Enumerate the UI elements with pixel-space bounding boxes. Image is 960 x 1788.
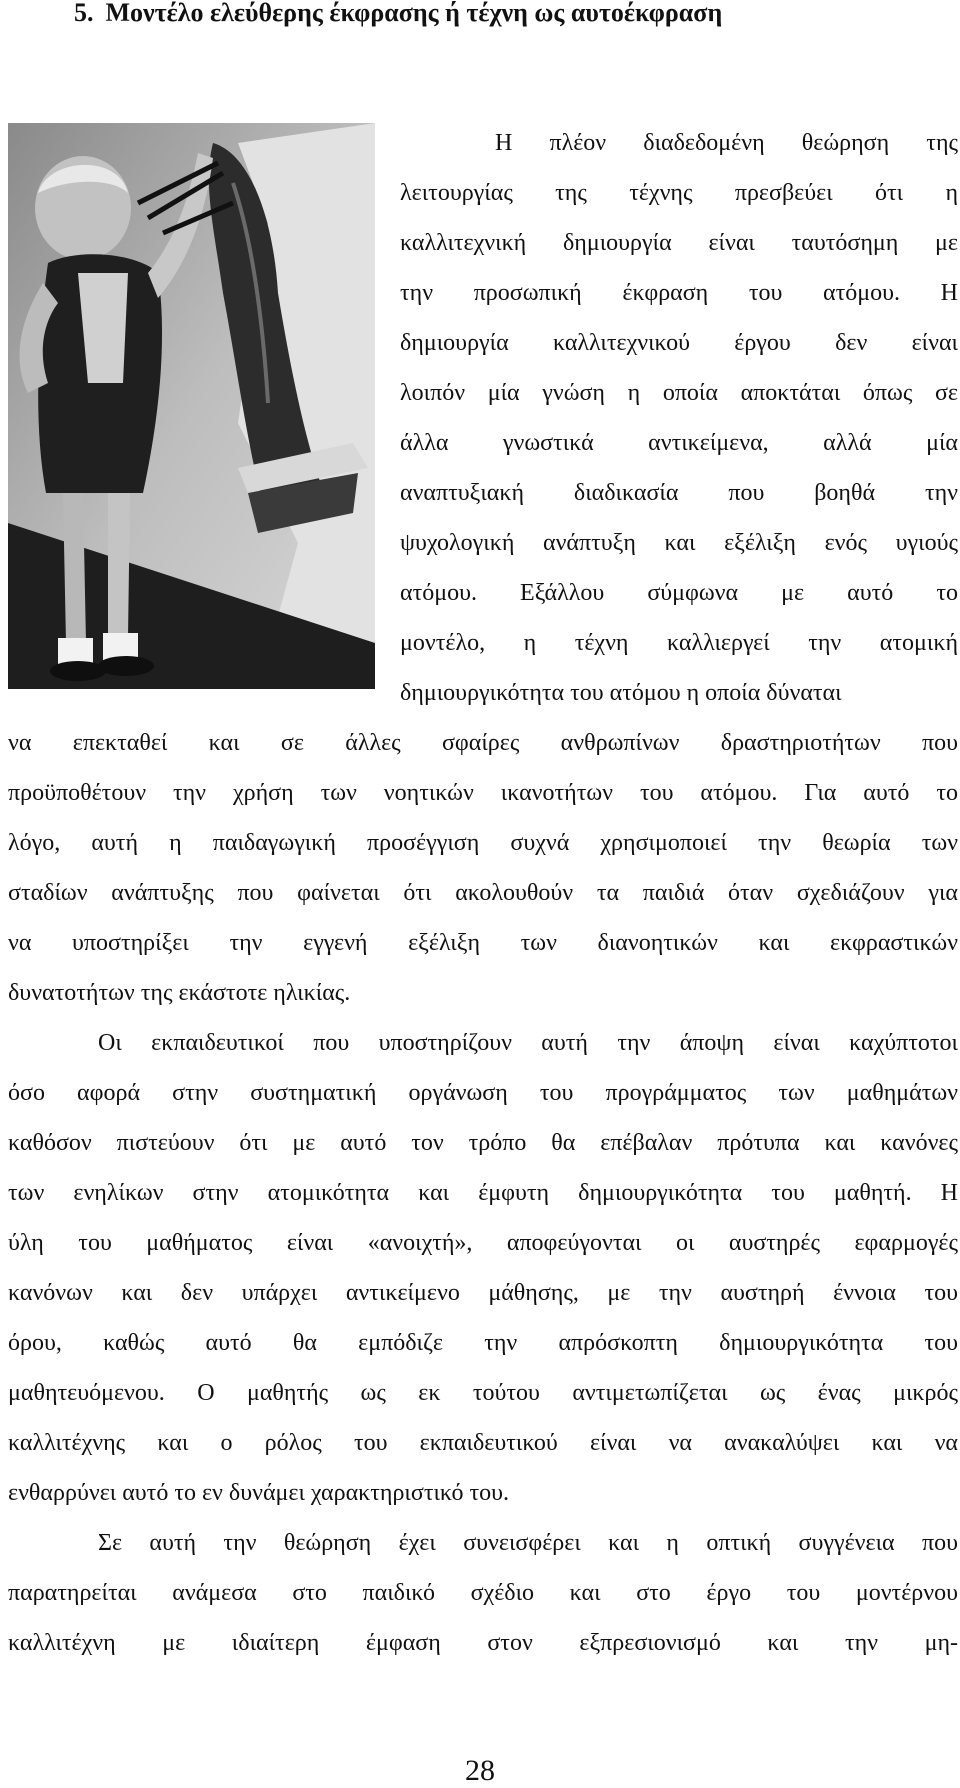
paragraph-3-line-3: καλλιτέχνη με ιδιαίτερη έμφαση στον εξπρεσιονισμό και την μη- <box>8 1630 958 1656</box>
paragraph-1-line-6: λοιπόν μία γνώση η οποία αποκτάται όπως σε <box>400 380 958 406</box>
paragraph-2-line-2: όσο αφορά στην συστηματική οργάνωση του προγράμματος των μαθημάτων <box>8 1080 958 1106</box>
paragraph-1-line-16: σταδίων ανάπτυξης που φαίνεται ότι ακολουθούν τα παιδιά όταν σχεδιάζουν για <box>8 880 958 906</box>
paragraph-1-line-8: αναπτυξιακή διαδικασία που βοηθά την <box>400 480 958 506</box>
paragraph-1-line-18: δυνατοτήτων της εκάστοτε ηλικίας. <box>8 980 351 1006</box>
paragraph-1-line-15: λόγο, αυτή η παιδαγωγική προσέγγιση συχνά χρησιμοποιεί την θεωρία των <box>8 830 958 856</box>
child-painting-photo <box>8 123 375 689</box>
paragraph-1-line-14: προϋποθέτουν την χρήση των νοητικών ικανοτήτων του ατόμου. Για αυτό το <box>8 780 958 806</box>
paragraph-2-line-4: των ενηλίκων στην ατομικότητα και έμφυτη δημιουργικότητα του μαθητή. Η <box>8 1180 958 1206</box>
paragraph-2-line-8: μαθητευόμενου. Ο μαθητής ως εκ τούτου αντιμετωπίζεται ως ένας μικρός <box>8 1380 958 1406</box>
section-heading <box>74 0 722 28</box>
paragraph-1-line-1: Η πλέον διαδεδομένη θεώρηση της <box>495 130 958 156</box>
paragraph-1-line-11: μοντέλο, η τέχνη καλλιεργεί την ατομική <box>400 630 958 656</box>
paragraph-1-line-4: την προσωπική έκφραση του ατόμου. Η <box>400 280 958 306</box>
paragraph-1-line-5: δημιουργία καλλιτεχνικού έργου δεν είναι <box>400 330 958 356</box>
paragraph-1-line-9: ψυχολογική ανάπτυξη και εξέλιξη ενός υγιούς <box>400 530 958 556</box>
section-title: Μοντέλο ελεύθερης έκφρασης ή τέχνη ως αυτοέκφραση <box>105 0 723 27</box>
paragraph-1-line-7: άλλα γνωστικά αντικείμενα, αλλά μία <box>400 430 958 456</box>
paragraph-1-line-2: λειτουργίας της τέχνης πρεσβεύει ότι η <box>400 180 958 206</box>
page-number: 28 <box>465 1754 495 1787</box>
paragraph-2-line-3: καθόσον πιστεύουν ότι με αυτό τον τρόπο θα επέβαλαν πρότυπα και κανόνες <box>8 1130 958 1156</box>
paragraph-1-line-12: δημιουργικότητα του ατόμου η οποία δύναται <box>400 680 842 706</box>
paragraph-2-line-7: όρου, καθώς αυτό θα εμπόδιζε την απρόσκοπτη δημιουργικότητα του <box>8 1330 958 1356</box>
paragraph-1-line-10: ατόμου. Εξάλλου σύμφωνα με αυτό το <box>400 580 958 606</box>
paragraph-2-line-6: κανόνων και δεν υπάρχει αντικείμενο μάθησης, με την αυστηρή έννοια του <box>8 1280 958 1306</box>
paragraph-1-line-13: να επεκταθεί και σε άλλες σφαίρες ανθρωπίνων δραστηριοτήτων που <box>8 730 958 756</box>
paragraph-3-line-2: παρατηρείται ανάμεσα στο παιδικό σχέδιο και στο έργο του μοντέρνου <box>8 1580 958 1606</box>
paragraph-2-line-9: καλλιτέχνης και ο ρόλος του εκπαιδευτικού είναι να ανακαλύψει και να <box>8 1430 958 1456</box>
paragraph-3-line-1: Σε αυτή την θεώρηση έχει συνεισφέρει και η οπτική συγγένεια που <box>98 1530 958 1556</box>
paragraph-2-line-1: Οι εκπαιδευτικοί που υποστηρίζουν αυτή την άποψη είναι καχύπτοτοι <box>98 1030 958 1056</box>
section-number: 5. <box>74 0 94 27</box>
paragraph-2-line-5: ύλη του μαθήματος είναι «ανοιχτή», αποφεύγονται οι αυστηρές εφαρμογές <box>8 1230 958 1256</box>
paragraph-1-line-3: καλλιτεχνική δημιουργία είναι ταυτόσημη με <box>400 230 958 256</box>
paragraph-1-line-17: να υποστηρίξει την εγγενή εξέλιξη των διανοητικών και εκφραστικών <box>8 930 958 956</box>
paragraph-2-line-10: ενθαρρύνει αυτό το εν δυνάμει χαρακτηριστικό του. <box>8 1480 510 1506</box>
